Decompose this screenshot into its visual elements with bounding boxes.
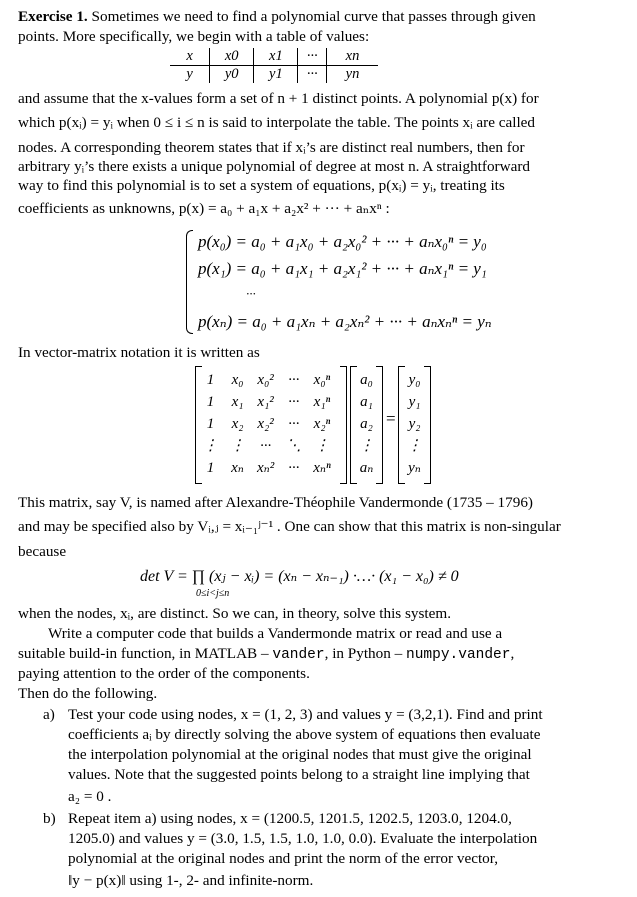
matrix-cell: ⋮ bbox=[203, 438, 218, 454]
matrix-cell: x₂ⁿ bbox=[313, 416, 331, 432]
text-segment: , bbox=[510, 645, 515, 662]
vector-cell: a₀ bbox=[360, 372, 373, 388]
table-cell: yn bbox=[327, 66, 379, 84]
para3-line-3 bbox=[18, 645, 514, 664]
item-a-line: the interpolation polynomial at the original nodes that must give the original bbox=[68, 746, 532, 763]
para1-line-2: which p(xᵢ) = yᵢ when 0 ≤ i ≤ n is said to interpolate the table. The points xᵢ are called bbox=[18, 114, 536, 131]
matrix-cell: xₙ² bbox=[257, 460, 275, 476]
equals-sign: = bbox=[386, 409, 396, 428]
matrix-cell: 1 bbox=[206, 460, 215, 476]
exercise-intro-line-1 bbox=[18, 8, 536, 26]
table-cell: x1 bbox=[254, 48, 298, 66]
matrix-cell: x₀ bbox=[231, 372, 244, 388]
intro-text-1: Sometimes we need to find a polynomial curve that passes through given bbox=[91, 8, 536, 25]
table-row bbox=[198, 392, 336, 412]
table-row bbox=[198, 458, 336, 478]
matrix-cell: ⋮ bbox=[314, 438, 330, 454]
table-row bbox=[170, 48, 378, 66]
vector-cell: yₙ bbox=[408, 460, 421, 476]
para1-line-5: way to find this polynomial is to set a system of equations, p(xᵢ) = yᵢ, treating its bbox=[18, 177, 505, 194]
equation-1: p(x₁) = a₀ + a₁x₁ + a₂x₁² + ··· + aₙx₁ⁿ = y₁ bbox=[198, 259, 487, 278]
matrix-cell: ⋱ bbox=[286, 438, 302, 454]
text-segment: suitable build-in function, in MATLAB – bbox=[18, 645, 273, 662]
matrix-cell: 1 bbox=[206, 416, 215, 432]
para3-line-1: when the nodes, xᵢ, are distinct. So we can, in theory, solve this system. bbox=[18, 605, 451, 622]
para3-line-5: Then do the following. bbox=[18, 685, 158, 702]
vector-cell: ⋮ bbox=[407, 438, 422, 454]
para1-line-6: coefficients as unknowns, p(x) = a₀ + a₁x + a₂x² + ··· + aₙxⁿ : bbox=[18, 200, 390, 217]
text-segment: , in Python – bbox=[324, 645, 407, 662]
item-a-line: a₂ = 0 . bbox=[68, 788, 112, 805]
product-subscript: 0≤i<j≤n bbox=[196, 588, 230, 599]
table-row bbox=[198, 414, 336, 434]
matrix-cell: x₁ⁿ bbox=[313, 394, 331, 410]
a-vector-bracket-right bbox=[376, 366, 383, 484]
vector-cell: y₂ bbox=[408, 416, 421, 432]
table-row bbox=[170, 66, 378, 84]
matrix-bracket-right bbox=[340, 366, 347, 484]
table-cell: y bbox=[186, 66, 193, 82]
para1-line-3: nodes. A corresponding theorem states that if xᵢ’s are distinct real numbers, then for bbox=[18, 139, 525, 156]
vandermonde-matrix bbox=[196, 368, 338, 480]
vector-cell: a₁ bbox=[360, 394, 373, 410]
vector-matrix-intro: In vector-matrix notation it is written as bbox=[18, 344, 260, 361]
vector-cell: ⋮ bbox=[359, 438, 374, 454]
item-b-marker: b) bbox=[43, 810, 56, 827]
matrix-cell: 1 bbox=[206, 394, 215, 410]
matrix-cell: x₁² bbox=[257, 394, 274, 410]
code-numpy-vander: numpy.vander bbox=[406, 647, 511, 663]
item-a-line: Test your code using nodes, x = (1, 2, 3) and values y = (3,2,1). Find and print bbox=[68, 706, 543, 723]
table-cell: y1 bbox=[254, 66, 298, 84]
determinant-formula: det V = ∏ (xⱼ − xᵢ) = (xₙ − xₙ₋₁) ·…· (x₁ − x₀) ≠ 0 bbox=[140, 568, 459, 585]
item-a-marker: a) bbox=[43, 706, 55, 723]
matrix-cell: ··· bbox=[259, 438, 272, 454]
matrix-cell: ··· bbox=[288, 372, 300, 388]
para3-line-2: Write a computer code that builds a Vandermonde matrix or read and use a bbox=[48, 625, 503, 642]
exercise-title: Exercise 1. bbox=[18, 8, 88, 25]
item-b-line: polynomial at the original nodes and print the norm of the error vector, bbox=[68, 850, 499, 867]
table-row bbox=[198, 370, 336, 390]
equation-n: p(xₙ) = a₀ + a₁xₙ + a₂xₙ² + ··· + aₙxₙⁿ = yₙ bbox=[198, 312, 492, 331]
table-cell: xn bbox=[327, 48, 379, 66]
equation-dots: ··· bbox=[246, 286, 256, 301]
table-cell: y0 bbox=[210, 66, 254, 84]
matrix-cell: x₂² bbox=[257, 416, 274, 432]
vector-cell: aₙ bbox=[359, 460, 374, 476]
para1-line-4: arbitrary yᵢ’s there exists a unique polynomial of degree at most n. A straightforward bbox=[18, 158, 530, 175]
matrix-cell: x₀ⁿ bbox=[313, 372, 331, 388]
matrix-cell: ··· bbox=[288, 460, 300, 476]
item-a-line: coefficients aᵢ by directly solving the above system of equations then evaluate bbox=[68, 726, 541, 743]
para2-line-3: because bbox=[18, 543, 67, 560]
table-row bbox=[198, 436, 336, 456]
item-b-line: ‖y − p(x)‖ using 1-, 2- and infinite-norm. bbox=[68, 872, 314, 889]
vector-cell: a₂ bbox=[360, 416, 373, 432]
vector-cell: y₀ bbox=[408, 372, 421, 388]
y-vector-bracket-right bbox=[424, 366, 431, 484]
para2-line-2: and may be specified also by Vᵢ,ⱼ = xᵢ₋₁ʲ⁻¹ . One can show that this matrix is non-singular bbox=[18, 518, 561, 535]
item-a-line: values. Note that the suggested points belong to a straight line implying that bbox=[68, 766, 530, 783]
para3-line-4: paying attention to the order of the components. bbox=[18, 665, 310, 682]
matrix-cell: x₀² bbox=[257, 372, 274, 388]
equation-0: p(x₀) = a₀ + a₁x₀ + a₂x₀² + ··· + aₙx₀ⁿ = y₀ bbox=[198, 232, 487, 251]
table-cell: ··· bbox=[298, 48, 327, 66]
matrix-cell: x₂ bbox=[231, 416, 244, 432]
table-cell: x0 bbox=[210, 48, 254, 66]
matrix-cell: xₙ bbox=[231, 460, 244, 476]
matrix-cell: ⋮ bbox=[230, 438, 245, 454]
item-b-line: 1205.0) and values y = (3.0, 1.5, 1.5, 1.0, 1.0, 0.0). Evaluate the interpolation bbox=[68, 830, 538, 847]
item-b-line: Repeat item a) using nodes, x = (1200.5, 1201.5, 1202.5, 1203.0, 1204.0, bbox=[68, 810, 512, 827]
matrix-cell: xₙⁿ bbox=[313, 460, 331, 476]
code-vander: vander bbox=[272, 647, 325, 663]
exercise-intro-line-2: points. More specifically, we begin with a table of values: bbox=[18, 28, 370, 45]
values-table bbox=[170, 48, 378, 83]
table-cell: x bbox=[170, 48, 210, 66]
table-cell: ··· bbox=[298, 66, 327, 84]
matrix-cell: ··· bbox=[288, 394, 300, 410]
system-brace bbox=[186, 230, 193, 334]
matrix-cell: x₁ bbox=[231, 394, 244, 410]
vector-cell: y₁ bbox=[408, 394, 421, 410]
para2-line-1: This matrix, say V, is named after Alexandre-Théophile Vandermonde (1735 – 1796) bbox=[18, 494, 533, 511]
para1-line-1: and assume that the x-values form a set of n + 1 distinct points. A polynomial p(x) for bbox=[18, 90, 539, 107]
matrix-cell: 1 bbox=[206, 372, 215, 388]
matrix-cell: ··· bbox=[288, 416, 300, 432]
